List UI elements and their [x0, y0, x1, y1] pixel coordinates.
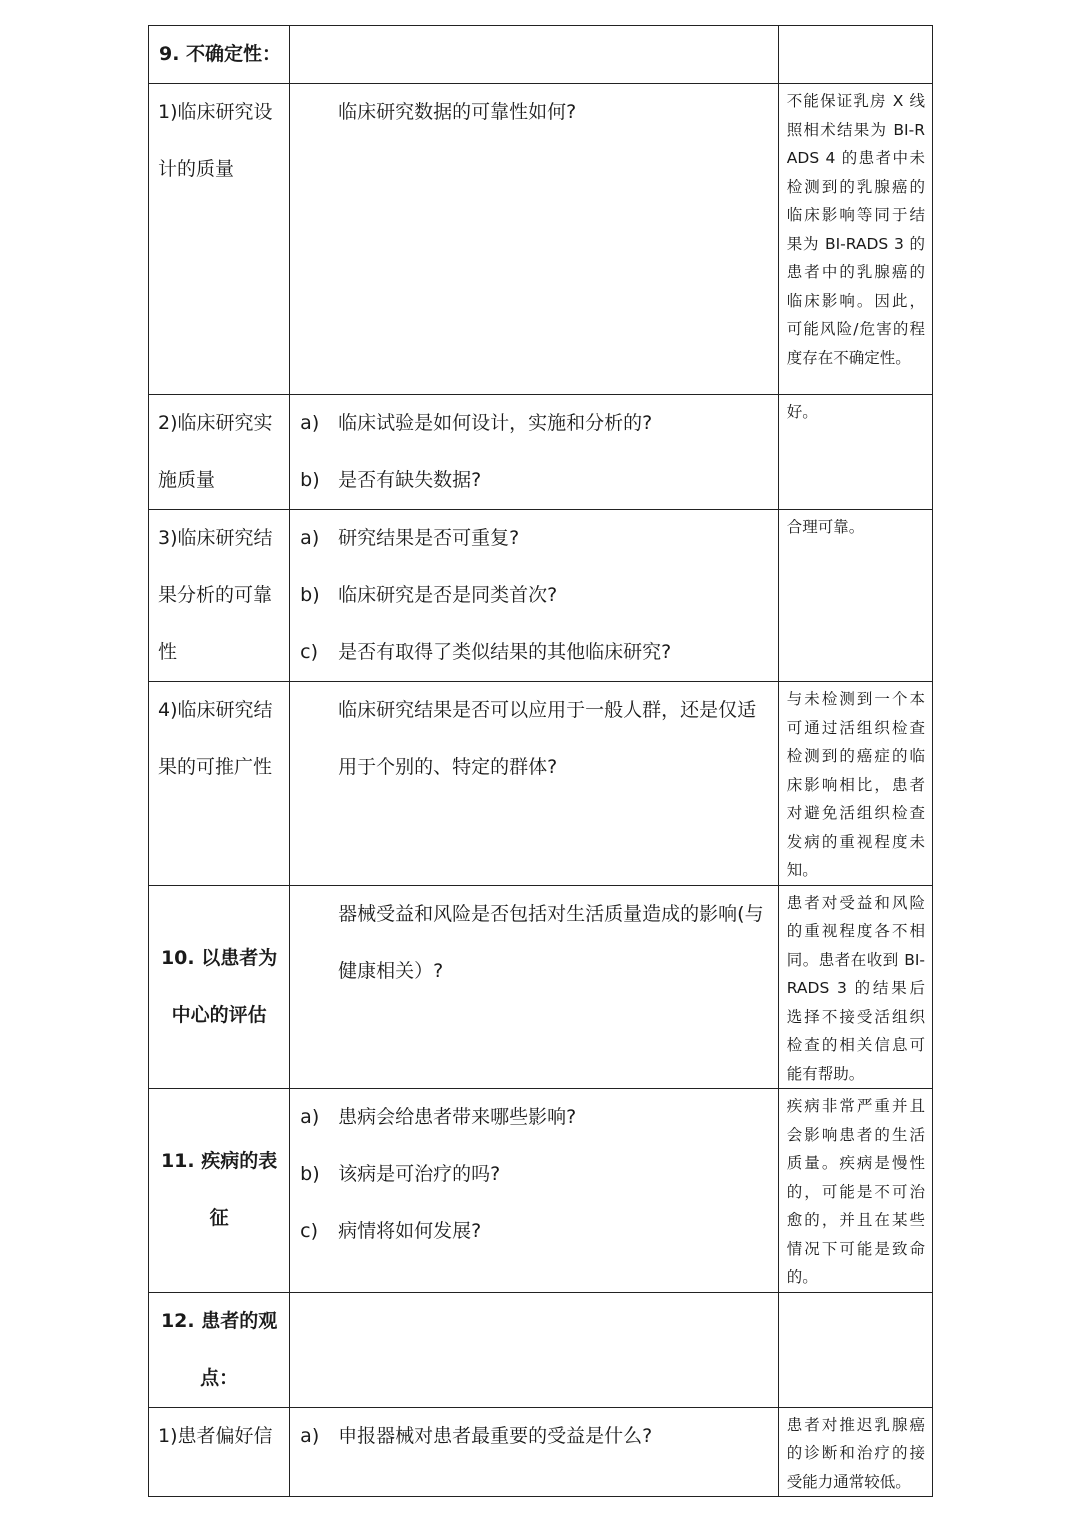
note-cell: 疾病非常严重并且会影响患者的生活质量。疾病是慢性的，可能是不可治愈的，并且在某些情况下可能是致命的。: [778, 1089, 932, 1293]
question-marker: b): [300, 584, 320, 606]
note-cell: [778, 1292, 932, 1407]
note-cell: 合理可靠。: [778, 510, 932, 682]
question-marker: a): [300, 1106, 320, 1128]
question-text: 是否有缺失数据?: [338, 469, 482, 491]
question-marker: b): [300, 469, 320, 491]
note-cell: [778, 26, 932, 84]
note-cell: 不能保证乳房 X 线照相术结果为 BI-RADS 4 的患者中未检测到的乳腺癌的临床影响等同于结果为 BI-RADS 3 的患者中的乳腺癌的临床影响。因此，可能风险/危害的程度存在不确定性。: [778, 84, 932, 395]
question-text: 研究结果是否可重复?: [338, 527, 520, 549]
criterion-cell: 4)临床研究结果的可推广性: [149, 682, 290, 886]
table-row: [149, 682, 933, 886]
note-cell: 好。: [778, 395, 932, 510]
question-cell: [290, 26, 779, 84]
question-marker: a): [300, 412, 320, 434]
table-row: [149, 510, 933, 682]
question-text: 临床研究数据的可靠性如何?: [290, 84, 779, 395]
section-heading: 9. 不确定性：: [149, 26, 290, 84]
section-heading: 11. 疾病的表征: [149, 1089, 290, 1293]
table-row: [149, 26, 933, 84]
question-cell: [290, 1089, 779, 1293]
note-cell: 患者对推迟乳腺癌的诊断和治疗的接受能力通常较低。: [778, 1407, 932, 1497]
benefit-risk-table: [148, 25, 933, 1497]
question-marker: b): [300, 1163, 320, 1185]
table-row: [149, 1407, 933, 1497]
question-cell: [290, 1292, 779, 1407]
table-row: [149, 1292, 933, 1407]
criterion-cell: 1)患者偏好信: [149, 1407, 290, 1497]
question-cell: [290, 395, 779, 510]
question-marker: a): [300, 1424, 320, 1447]
table-row: [149, 395, 933, 510]
criterion-cell: 2)临床研究实施质量: [149, 395, 290, 510]
question-text: 临床研究是否是同类首次?: [338, 584, 558, 606]
note-cell: 与未检测到一个本可通过活组织检查检测到的癌症的临床影响相比，患者对避免活组织检查发病的重视程度未知。: [778, 682, 932, 886]
note-cell: 患者对受益和风险的重视程度各不相同。患者在收到 BI-RADS 3 的结果后选择不接受活组织检查的相关信息可能有帮助。: [778, 885, 932, 1089]
question-text: 临床研究结果是否可以应用于一般人群，还是仅适用于个别的、特定的群体?: [290, 682, 779, 886]
criterion-cell: 3)临床研究结果分析的可靠性: [149, 510, 290, 682]
question-text: 该病是可治疗的吗?: [338, 1163, 501, 1185]
question-marker: c): [300, 641, 319, 663]
criterion-cell: 1)临床研究设计的质量: [149, 84, 290, 395]
section-heading: 12. 患者的观点：: [149, 1292, 290, 1407]
question-text: 病情将如何发展?: [338, 1220, 482, 1242]
question-cell: [290, 510, 779, 682]
question-text: 临床试验是如何设计，实施和分析的?: [338, 412, 653, 434]
section-heading: 10. 以患者为中心的评估: [149, 885, 290, 1089]
question-cell: [290, 1407, 779, 1497]
question-text: 患病会给患者带来哪些影响?: [338, 1106, 577, 1128]
table-row: [149, 885, 933, 1089]
question-marker: a): [300, 527, 320, 549]
question-text: 器械受益和风险是否包括对生活质量造成的影响(与健康相关）?: [290, 885, 779, 1089]
question-text: 是否有取得了类似结果的其他临床研究?: [338, 641, 672, 663]
question-text: 申报器械对患者最重要的受益是什么?: [338, 1424, 653, 1447]
question-marker: c): [300, 1220, 319, 1242]
table-row: [149, 84, 933, 395]
table-row: [149, 1089, 933, 1293]
